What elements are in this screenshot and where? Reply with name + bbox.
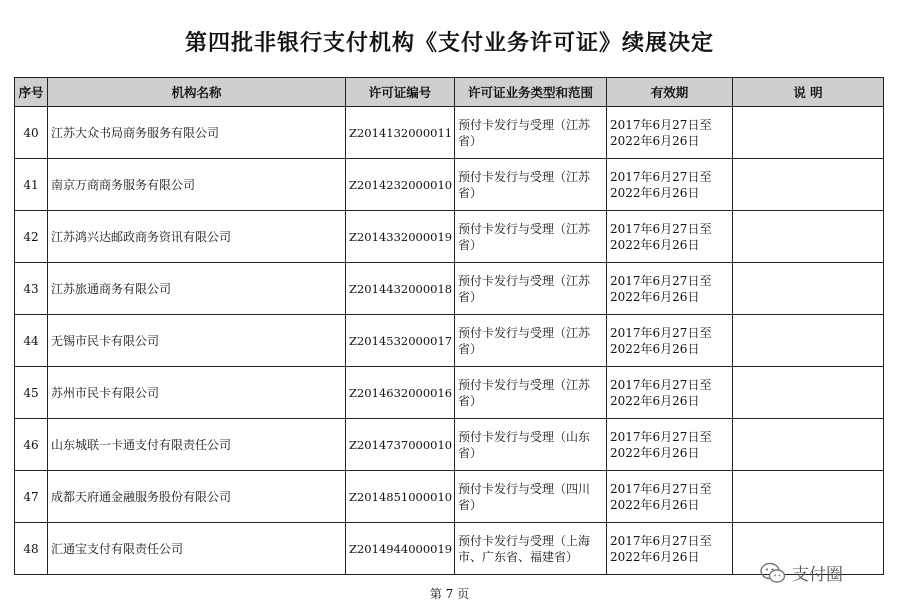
table-row (15, 107, 884, 159)
license-number: Z2014944000019 (346, 523, 455, 575)
row-number: 46 (15, 419, 48, 471)
institution-name: 成都天府通金融服务股份有限公司 (48, 471, 346, 523)
table-row (15, 367, 884, 419)
row-number: 44 (15, 315, 48, 367)
header-no: 序号 (15, 78, 48, 107)
table-body (15, 107, 884, 575)
institution-name: 无锡市民卡有限公司 (48, 315, 346, 367)
license-number: Z2014232000010 (346, 159, 455, 211)
table-row (15, 523, 884, 575)
business-scope: 预付卡发行与受理（江苏省） (455, 315, 607, 367)
license-number: Z2014632000016 (346, 367, 455, 419)
table-row (15, 263, 884, 315)
institution-name: 江苏大众书局商务服务有限公司 (48, 107, 346, 159)
table-row (15, 159, 884, 211)
license-number: Z2014851000010 (346, 471, 455, 523)
table-row (15, 419, 884, 471)
row-number: 41 (15, 159, 48, 211)
header-scope: 许可证业务类型和范围 (455, 78, 607, 107)
remarks (733, 211, 884, 263)
institution-name: 苏州市民卡有限公司 (48, 367, 346, 419)
business-scope: 预付卡发行与受理（四川省） (455, 471, 607, 523)
row-number: 45 (15, 367, 48, 419)
institution-name: 江苏旅通商务有限公司 (48, 263, 346, 315)
table-row (15, 315, 884, 367)
table-row (15, 471, 884, 523)
row-number: 47 (15, 471, 48, 523)
document-title: 第四批非银行支付机构《支付业务许可证》续展决定 (184, 30, 714, 56)
business-scope: 预付卡发行与受理（江苏省） (455, 263, 607, 315)
business-scope: 预付卡发行与受理（江苏省） (455, 159, 607, 211)
remarks (733, 159, 884, 211)
remarks (733, 263, 884, 315)
validity-period: 2017年6月27日至2022年6月26日 (607, 211, 733, 263)
table-header-row (15, 78, 884, 107)
remarks (733, 107, 884, 159)
license-number: Z2014532000017 (346, 315, 455, 367)
license-number: Z2014737000010 (346, 419, 455, 471)
institution-name: 南京万商商务服务有限公司 (48, 159, 346, 211)
business-scope: 预付卡发行与受理（山东省） (455, 419, 607, 471)
license-number: Z2014332000019 (346, 211, 455, 263)
validity-period: 2017年6月27日至2022年6月26日 (607, 107, 733, 159)
header-valid: 有效期 (607, 78, 733, 107)
validity-period: 2017年6月27日至2022年6月26日 (607, 315, 733, 367)
license-number: Z2014432000018 (346, 263, 455, 315)
header-note: 说 明 (733, 78, 884, 107)
business-scope: 预付卡发行与受理（江苏省） (455, 211, 607, 263)
validity-period: 2017年6月27日至2022年6月26日 (607, 367, 733, 419)
row-number: 48 (15, 523, 48, 575)
institution-name: 山东城联一卡通支付有限责任公司 (48, 419, 346, 471)
watermark (760, 560, 843, 585)
validity-period: 2017年6月27日至2022年6月26日 (607, 523, 733, 575)
row-number: 40 (15, 107, 48, 159)
table-row (15, 211, 884, 263)
header-name: 机构名称 (48, 78, 346, 107)
wechat-icon (760, 562, 786, 584)
business-scope: 预付卡发行与受理（江苏省） (455, 367, 607, 419)
row-number: 43 (15, 263, 48, 315)
remarks (733, 367, 884, 419)
remarks (733, 315, 884, 367)
license-table (14, 77, 884, 575)
validity-period: 2017年6月27日至2022年6月26日 (607, 263, 733, 315)
remarks (733, 419, 884, 471)
license-number: Z2014132000011 (346, 107, 455, 159)
watermark-text: 支付圈 (792, 565, 843, 585)
business-scope: 预付卡发行与受理（上海市、广东省、福建省） (455, 523, 607, 575)
business-scope: 预付卡发行与受理（江苏省） (455, 107, 607, 159)
header-license: 许可证编号 (346, 78, 455, 107)
row-number: 42 (15, 211, 48, 263)
validity-period: 2017年6月27日至2022年6月26日 (607, 471, 733, 523)
institution-name: 江苏鸿兴达邮政商务资讯有限公司 (48, 211, 346, 263)
validity-period: 2017年6月27日至2022年6月26日 (607, 159, 733, 211)
validity-period: 2017年6月27日至2022年6月26日 (607, 419, 733, 471)
remarks (733, 471, 884, 523)
institution-name: 汇通宝支付有限责任公司 (48, 523, 346, 575)
page-number: 第 7 页 (429, 587, 470, 601)
